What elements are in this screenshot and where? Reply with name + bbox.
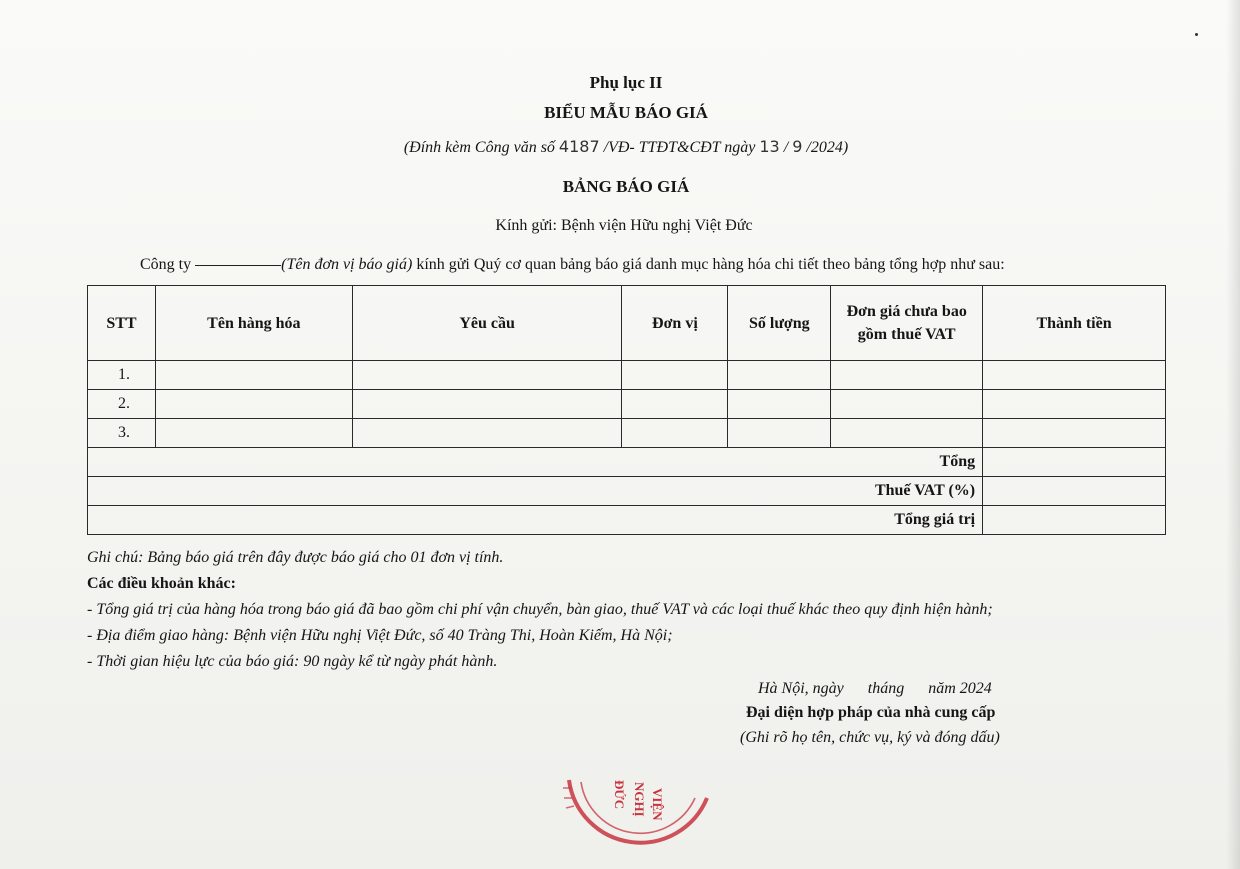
table-row [88,361,1166,390]
appendix-label: Phụ lục II [589,73,663,92]
table-row [88,419,1166,448]
grand-total-row [88,506,1166,535]
red-seal-stamp [555,768,725,869]
cell-requirement[interactable] [352,390,622,419]
handwritten-day: 13 [759,137,780,156]
cell-name[interactable] [155,390,352,419]
attach-mid: /VĐ- TTĐT&CĐT ngày [599,139,760,156]
col-header-name: Tên hàng hóa [155,286,352,361]
total-label: Tổng [88,448,983,477]
recipient-line: Kính gửi: Bệnh viện Hữu nghị Việt Đức [495,217,753,234]
cell-name[interactable] [155,419,352,448]
vat-value-cell[interactable] [983,477,1166,506]
cell-quantity[interactable] [728,419,831,448]
form-title: BIỂU MẪU BÁO GIÁ [544,103,708,122]
handwritten-doc-number: 4187 [558,137,600,156]
stamp-text-nghi: NGHỊ [632,782,647,817]
notes-section [87,545,993,675]
vat-label: Thuế VAT (%) [88,477,983,506]
term-item: - Thời gian hiệu lực của báo giá: 90 ngày kể từ ngày phát hành. [87,653,498,670]
page-edge-shadow [1226,0,1240,869]
signature-date-line: Hà Nội, ngày tháng năm 2024 [758,680,992,697]
term-item: - Địa điểm giao hàng: Bệnh viện Hữu nghị Việt Đức, số 40 Tràng Thi, Hoàn Kiếm, Hà Nội; [87,627,673,644]
quote-title: BẢNG BÁO GIÁ [562,177,690,196]
terms-heading: Các điều khoản khác: [87,575,236,592]
cell-unit-price[interactable] [831,361,983,390]
col-header-quantity: Số lượng [728,286,831,361]
date-separator: / [779,139,793,156]
cell-unit-price[interactable] [831,390,983,419]
cell-name[interactable] [155,361,352,390]
cell-amount[interactable] [983,390,1166,419]
intro-line [140,256,1005,274]
handwritten-month: 9 [792,137,803,156]
col-header-unit: Đơn vị [622,286,728,361]
paper-speck [1195,33,1198,36]
stamp-text-vien: VIỆN [650,788,665,821]
col-header-amount: Thành tiền [983,286,1166,361]
row-number: 3. [88,419,156,448]
vat-row [88,477,1166,506]
signature-role: Đại diện hợp pháp của nhà cung cấp [746,704,996,721]
table-row [88,390,1166,419]
attach-prefix: (Đính kèm Công văn số [403,139,559,156]
cell-unit[interactable] [622,390,728,419]
cell-amount[interactable] [983,419,1166,448]
col-header-stt: STT [88,286,156,361]
intro-company-prefix: Công ty [140,256,196,273]
stamp-text-duc: ĐỨC [612,780,627,810]
cell-unit-price[interactable] [831,419,983,448]
intro-company-hint: (Tên đơn vị báo giá) [281,256,413,273]
cell-unit[interactable] [622,419,728,448]
attach-suffix: /2024) [802,139,849,156]
cell-requirement[interactable] [352,419,622,448]
cell-quantity[interactable] [728,361,831,390]
col-header-unit-price: Đơn giá chưa bao gồm thuế VAT [831,286,983,361]
total-row [88,448,1166,477]
company-name-blank [195,265,281,266]
cell-requirement[interactable] [352,361,622,390]
cell-unit[interactable] [622,361,728,390]
attachment-reference [6,137,1240,157]
note-line: Ghi chú: Bảng báo giá trên đây được báo giá cho 01 đơn vị tính. [87,549,504,566]
cell-quantity[interactable] [728,390,831,419]
table-header-row [88,286,1166,361]
row-number: 1. [88,361,156,390]
signature-instruction: (Ghi rõ họ tên, chức vụ, ký và đóng dấu) [740,729,1000,746]
grand-total-label: Tổng giá trị [88,506,983,535]
total-value-cell[interactable] [983,448,1166,477]
term-item: - Tổng giá trị của hàng hóa trong báo giá đã bao gồm chi phí vận chuyển, bàn giao, thuế VAT và các loại thuế khác theo quy định hiện hành; [87,601,993,618]
intro-rest: kính gửi Quý cơ quan bảng báo giá danh mục hàng hóa chi tiết theo bảng tổng hợp như sau: [412,256,1005,273]
col-header-requirement: Yêu cầu [352,286,622,361]
row-number: 2. [88,390,156,419]
cell-amount[interactable] [983,361,1166,390]
grand-total-value-cell[interactable] [983,506,1166,535]
quotation-table [87,285,1166,535]
